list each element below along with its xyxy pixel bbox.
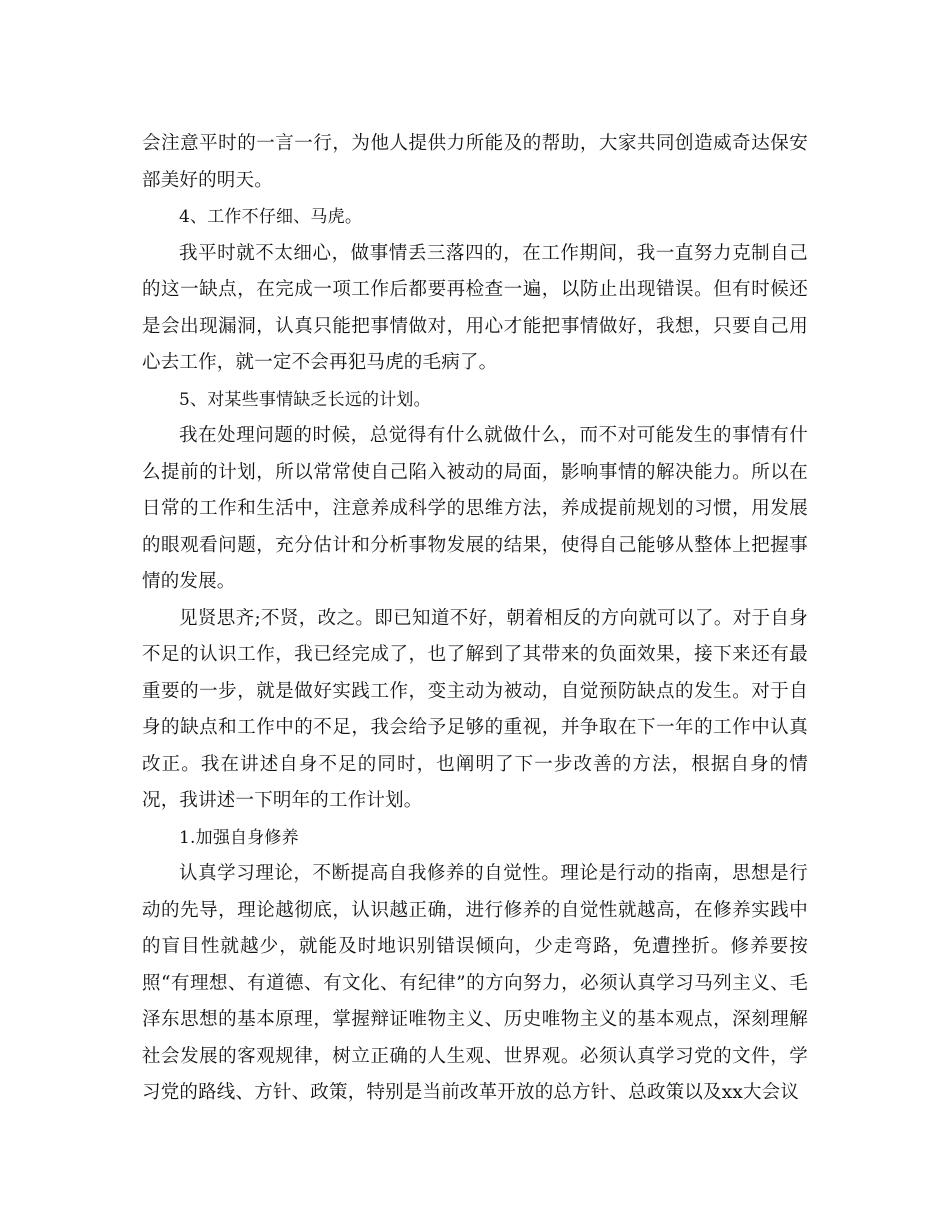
document-page [142,126,808,1112]
paragraph-summary: 见贤思齐;不贤，改之。即已知道不好，朝着相反的方向就可以了。对于自身不足的认识工作，我已经完成了，也了解到了其带来的负面效果，接下来还有最重要的一步，就是做好实践工作，变主动为被动，自觉预防缺点的发生。对于自身的缺点和工作中的不足，我会给予足够的重视，并争取在下一年的工作中认真改正。我在讲述自身不足的同时，也阐明了下一步改善的方法，根据自身的情况，我讲述一下明年的工作计划。 [142,607,808,811]
paragraph-body-5: 我在处理问题的时候，总觉得有什么就做什么，而不对可能发生的事情有什么提前的计划，所以常常使自己陷入被动的局面，影响事情的解决能力。所以在日常的工作和生活中，注意养成科学的思维方法，养成提前规划的习惯，用发展的眼观看问题，充分估计和分析事物发展的结果，使得自己能够从整体上把握事情的发展。 [142,425,808,592]
paragraph-continuation: 会注意平时的一言一行，为他人提供力所能及的帮助，大家共同创造威奇达保安部美好的明天。 [142,133,808,191]
section-heading-4: 4、工作不仔细、马虎。 [179,207,363,227]
paragraph-plan-1: 认真学习理论，不断提高自我修养的自觉性。理论是行动的指南，思想是行动的先导，理论越彻底，认识越正确，进行修养的自觉性就越高，在修养实践中的盲目性就越少，就能及时地识别错误倾向，少走弯路，免遭挫折。修养要按照“有理想、有道德、有文化、有纪律”的方向努力，必须认真学习马列主义、毛泽东思想的基本原理，掌握辩证唯物主义、历史唯物主义的基本观点，深刻理解社会发展的客观规律，树立正确的人生观、世界观。必须认真学习党的文件，学习党的路线、方针、政策，特别是当前改革开放的总方针、总政策以及xx大会议 [142,863,808,1103]
plan-heading-1: 1.加强自身修养 [179,827,299,848]
section-heading-5: 5、对某些事情缺乏长远的计划。 [179,389,431,410]
paragraph-body-4: 我平时就不太细心，做事情丢三落四的，在工作期间，我一直努力克制自己的这一缺点，在完成一项工作后都要再检查一遍，以防止出现错误。但有时候还是会出现漏洞，认真只能把事情做对，用心才能把事情做好，我想，只要自己用心去工作，就一定不会再犯马虎的毛病了。 [142,242,808,373]
